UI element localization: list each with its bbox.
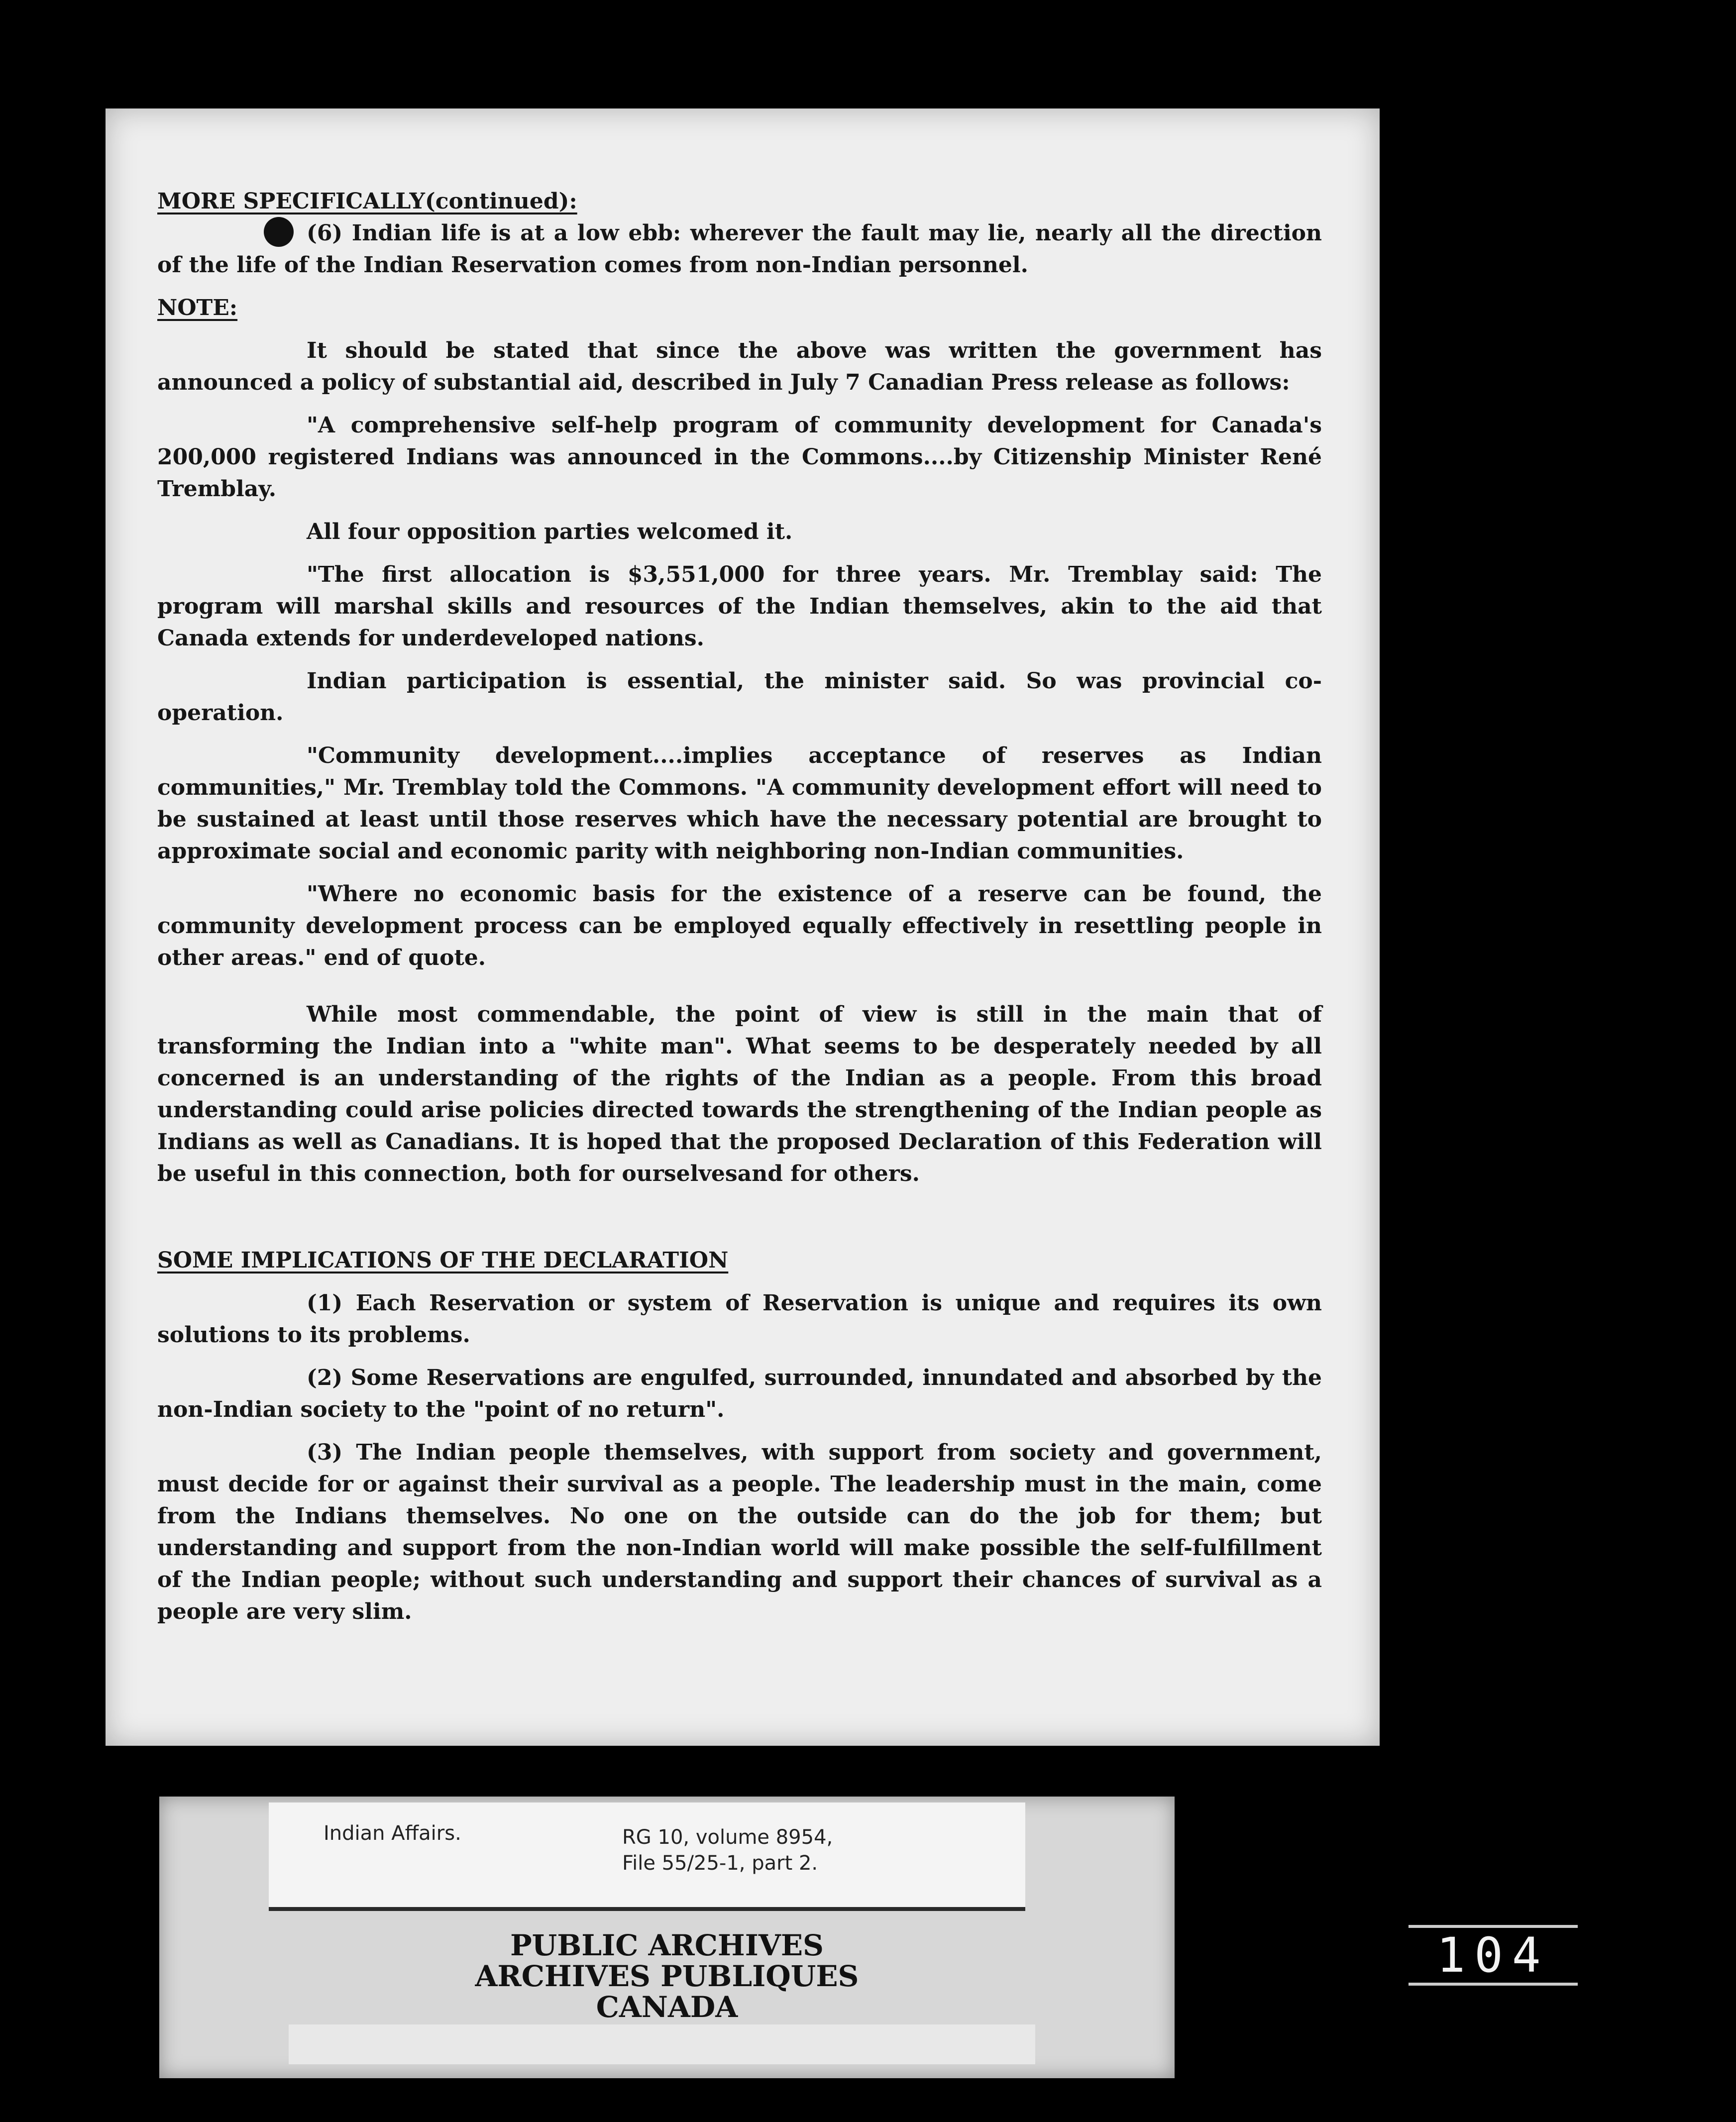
- paragraph-item-6: (6) Indian life is at a low ebb: wherever the fault may lie, nearly all the direction of the life of the Indian Reservation comes from non-Indian personnel.: [157, 220, 1322, 278]
- stamp-line-3: CANADA: [596, 1990, 738, 2024]
- quote-paragraph-2: All four opposition parties welcomed it.: [307, 519, 793, 544]
- archive-stamp: [159, 1930, 1175, 2022]
- stamp-line-1: PUBLIC ARCHIVES: [510, 1928, 824, 1962]
- paragraph-note: It should be stated that since the above was written the government has announced a policy of substantial aid, described in July 7 Canadian Press release as follows:: [157, 338, 1322, 395]
- implication-3: (3) The Indian people themselves, with support from society and government, must decide for or against their survival as a people. The leadership must in the main, come from the Indians themselves. No one on the outside can do the job for them; but understanding and support from the non-Indian world will make possible the self-fulfillment of the Indian people; without such understanding and support their chances of survival as a people are very slim.: [157, 1440, 1322, 1624]
- agency-name: Indian Affairs.: [324, 1822, 461, 1845]
- commentary-paragraph: While most commendable, the point of view is still in the main that of transforming the Indian into a "white man". What seems to be desperately needed by all concerned is an understanding of the rights of the Indian as a people. From this broad understanding could arise policies directed towards the strengthening of the Indian people as Indians as well as Canadians. It is hoped that the proposed Declaration of this Federation will be useful in this connection, both for ourselvesand for others.: [157, 1002, 1322, 1186]
- archive-label-card: [159, 1797, 1175, 2078]
- heading-implications: SOME IMPLICATIONS OF THE DECLARATION: [157, 1248, 729, 1273]
- quote-paragraph-6: "Where no economic basis for the existence of a reserve can be found, the community development process can be employed equally effectively in resettling people in other areas." end of quote.: [157, 881, 1322, 970]
- archive-reference-slip: [269, 1803, 1025, 1911]
- implication-1: (1) Each Reservation or system of Reservation is unique and requires its own solutions to its problems.: [157, 1290, 1322, 1348]
- file-reference: File 55/25-1, part 2.: [622, 1852, 818, 1875]
- implication-2: (2) Some Reservations are engulfed, surrounded, innundated and absorbed by the non-Indian society to the "point of no return".: [157, 1365, 1322, 1422]
- quote-paragraph-3: "The first allocation is $3,551,000 for three years. Mr. Tremblay said: The program will marshal skills and resources of the Indian themselves, akin to the aid that Canada extends for underdeveloped nations.: [157, 562, 1322, 651]
- quote-paragraph-1: "A comprehensive self-help program of community development for Canada's 200,000 registered Indians was announced in the Commons....by Citizenship Minister René Tremblay.: [157, 413, 1322, 502]
- stamp-line-2: ARCHIVES PUBLIQUES: [475, 1959, 859, 1993]
- quote-paragraph-5: "Community development....implies acceptance of reserves as Indian communities," Mr. Tremblay told the Commons. "A community development effort will need to be sustained at least until those reserves which have the necessary potential are brought to approximate social and economic parity with neighboring non-Indian communities.: [157, 743, 1322, 864]
- heading-note: NOTE:: [157, 295, 238, 320]
- document-page: [106, 108, 1380, 1746]
- frame-number: 104: [1409, 1925, 1578, 1986]
- record-group-reference: RG 10, volume 8954,: [622, 1826, 833, 1849]
- heading-more-specifically: MORE SPECIFICALLY(continued):: [157, 189, 577, 214]
- quote-paragraph-4: Indian participation is essential, the minister said. So was provincial co-operation.: [157, 668, 1322, 726]
- document-body: [157, 186, 1322, 1628]
- label-bottom-strip: [289, 2024, 1035, 2064]
